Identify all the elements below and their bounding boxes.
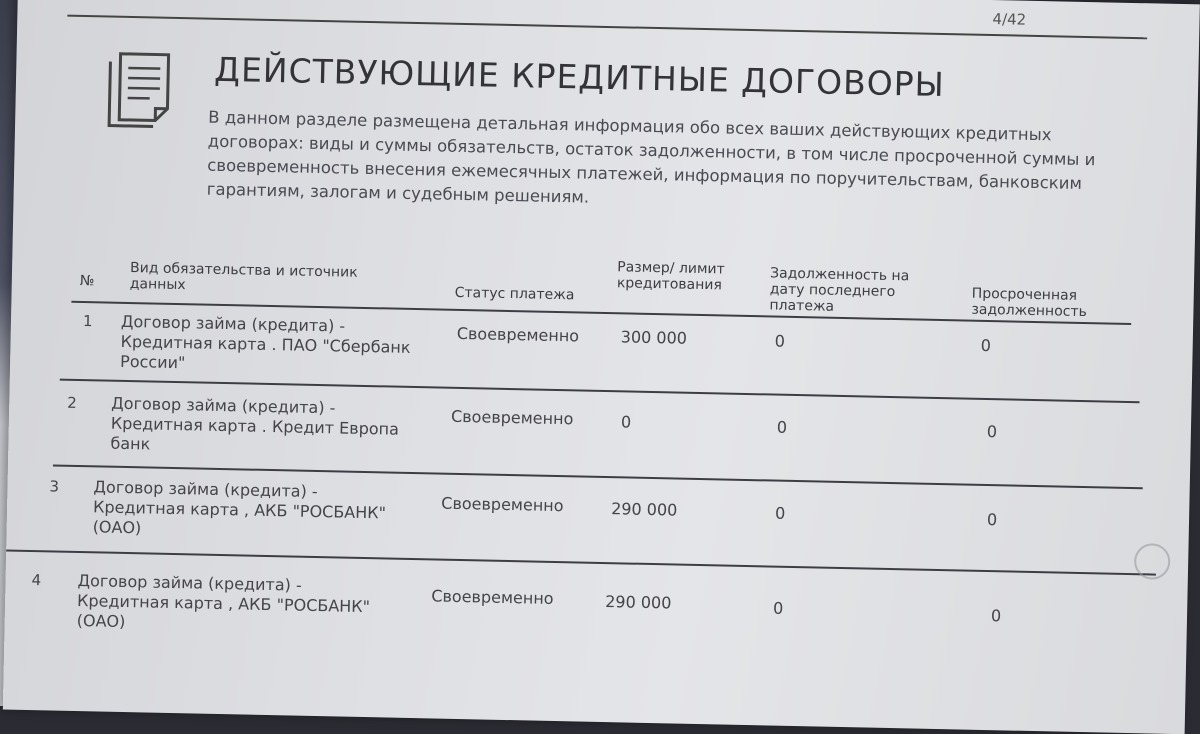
obligation-type: Договор займа (кредита) - Кредитная карта . ПАО "Сбербанк России" — [120, 312, 421, 378]
table-row — [18, 0, 1200, 4]
col-header-overdue: Просроченная задолженность — [971, 286, 1112, 321]
row-number: 2 — [67, 393, 77, 413]
debt-amount: 0 — [775, 332, 786, 352]
stamp-mark — [1134, 543, 1171, 580]
obligation-type: Договор займа (кредита) - Кредитная карта . Кредит Европа банк — [110, 394, 411, 460]
table-row — [18, 0, 1200, 4]
section-description: В данном разделе размещена детальная информация обо всех ваших действующих кредитных договорах: виды и суммы обязательств, остаток задолженности, в том числе просроченной суммы и своевременность внесения ежемесячных платежей, информация по поручительствам, банковским гарантиям, залогам и судебным решениям. — [207, 106, 1109, 221]
documents-icon — [97, 49, 177, 131]
table-row — [18, 0, 1200, 4]
table-row — [18, 0, 1200, 4]
overdue-amount: 0 — [980, 336, 991, 356]
col-header-status: Статус платежа — [454, 285, 594, 304]
document-page — [3, 0, 1200, 734]
payment-status: Своевременно — [457, 324, 580, 347]
row-number: 3 — [49, 476, 59, 496]
payment-status: Своевременно — [431, 586, 554, 609]
page-number: 4/42 — [992, 10, 1026, 29]
col-header-num: № — [80, 273, 95, 289]
overdue-amount: 0 — [987, 510, 998, 530]
header-divider — [67, 15, 1147, 40]
obligation-type: Договор займа (кредита) - Кредитная карта , АКБ "РОСБАНК" (ОАО) — [92, 477, 403, 543]
row-number: 4 — [31, 570, 41, 590]
payment-status: Своевременно — [451, 407, 574, 430]
payment-status: Своевременно — [441, 494, 564, 517]
credit-limit: 300 000 — [621, 327, 688, 348]
col-header-limit: Размер/ лимит кредитования — [617, 259, 738, 294]
page-title: ДЕЙСТВУЮЩИЕ КРЕДИТНЫЕ ДОГОВОРЫ — [214, 50, 945, 104]
debt-amount: 0 — [773, 599, 784, 619]
debt-amount: 0 — [777, 418, 788, 438]
col-header-debt: Задолженность на дату последнего платежа — [769, 265, 935, 316]
credit-limit: 290 000 — [611, 499, 678, 520]
col-header-type: Вид обязательства и источник данных — [130, 260, 401, 298]
obligation-type: Договор займа (кредита) - Кредитная карта , АКБ "РОСБАНК" (ОАО) — [77, 571, 398, 638]
row-number: 1 — [83, 311, 93, 331]
credit-limit: 290 000 — [605, 592, 672, 613]
row-divider — [6, 549, 1156, 575]
overdue-amount: 0 — [987, 422, 998, 442]
overdue-amount: 0 — [991, 606, 1002, 626]
credit-limit: 0 — [621, 412, 632, 432]
debt-amount: 0 — [775, 504, 786, 524]
